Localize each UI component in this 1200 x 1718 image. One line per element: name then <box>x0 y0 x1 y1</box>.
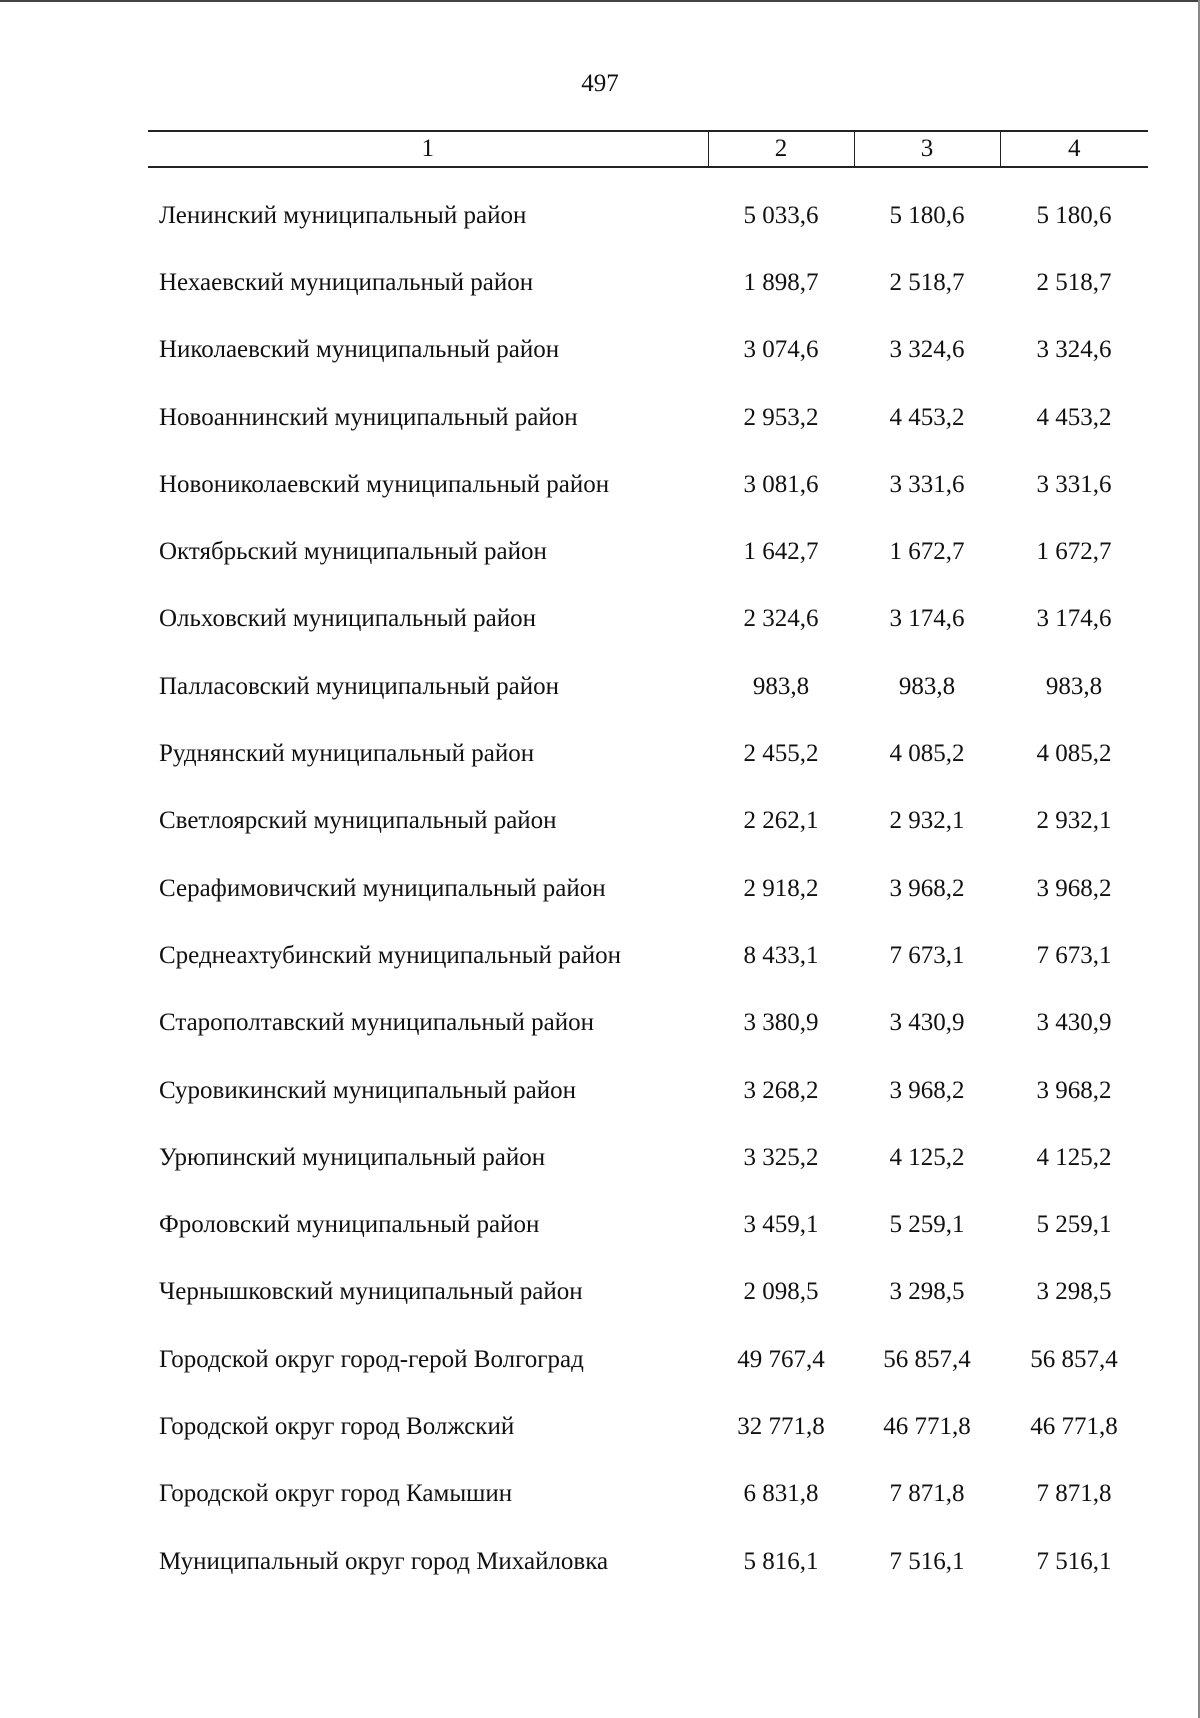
value-cell-col-2: 1 642,7 <box>743 538 819 566</box>
value-cell-col-3: 2 932,1 <box>889 807 965 835</box>
value-cell-col-4: 4 453,2 <box>1036 403 1112 431</box>
row-name-cell: Городской округ город Волжский <box>159 1412 515 1440</box>
value-cell-col-4: 3 324,6 <box>1036 336 1112 364</box>
value-cell-col-3: 3 331,6 <box>889 470 965 498</box>
value-cell-col-4: 4 125,2 <box>1036 1143 1112 1171</box>
value-cell-col-4: 2 932,1 <box>1036 807 1112 835</box>
value-cell-col-2: 32 771,8 <box>737 1412 825 1440</box>
row-name-cell: Светлоярский муниципальный район <box>159 807 557 835</box>
value-cell-col-3: 3 968,2 <box>889 874 965 902</box>
value-cell-col-3: 5 259,1 <box>889 1211 965 1239</box>
table-row <box>148 1461 1148 1528</box>
table-row <box>148 384 1148 451</box>
table-row <box>148 1191 1148 1258</box>
table-row <box>148 1528 1148 1595</box>
value-cell-col-2: 3 081,6 <box>743 470 819 498</box>
value-cell-col-2: 3 380,9 <box>743 1009 819 1037</box>
row-name-cell: Городской округ город-герой Волгоград <box>159 1345 584 1373</box>
data-table <box>148 130 1148 1595</box>
value-cell-col-4: 5 259,1 <box>1036 1211 1112 1239</box>
table-row <box>148 451 1148 518</box>
value-cell-col-3: 3 298,5 <box>889 1278 965 1306</box>
row-name-cell: Нехаевский муниципальный район <box>159 268 534 296</box>
value-cell-col-4: 1 672,7 <box>1036 538 1112 566</box>
value-cell-col-3: 3 324,6 <box>889 336 965 364</box>
row-name-cell: Фроловский муниципальный район <box>159 1211 540 1239</box>
table-row <box>148 167 1148 249</box>
table-row <box>148 653 1148 720</box>
row-name-cell: Новониколаевский муниципальный район <box>159 470 610 498</box>
value-cell-col-2: 8 433,1 <box>743 941 819 969</box>
value-cell-col-4: 56 857,4 <box>1030 1345 1118 1373</box>
value-cell-col-4: 7 871,8 <box>1036 1480 1112 1508</box>
row-name-cell: Старополтавский муниципальный район <box>159 1009 594 1037</box>
value-cell-col-4: 4 085,2 <box>1036 740 1112 768</box>
table-row <box>148 922 1148 989</box>
value-cell-col-2: 2 953,2 <box>743 403 819 431</box>
value-cell-col-3: 56 857,4 <box>883 1345 971 1373</box>
value-cell-col-3: 4 085,2 <box>889 740 965 768</box>
value-cell-col-3: 46 771,8 <box>883 1412 971 1440</box>
row-name-cell: Урюпинский муниципальный район <box>159 1143 546 1171</box>
value-cell-col-2: 6 831,8 <box>743 1480 819 1508</box>
value-cell-col-4: 3 174,6 <box>1036 605 1112 633</box>
value-cell-col-2: 1 898,7 <box>743 268 819 296</box>
value-cell-col-2: 2 262,1 <box>743 807 819 835</box>
value-cell-col-2: 49 767,4 <box>737 1345 825 1373</box>
table-row <box>148 1393 1148 1460</box>
value-cell-col-3: 4 453,2 <box>889 403 965 431</box>
table-header-row <box>148 131 1148 167</box>
table-row <box>148 1326 1148 1393</box>
value-cell-col-2: 5 033,6 <box>743 201 819 229</box>
value-cell-col-3: 3 430,9 <box>889 1009 965 1037</box>
value-cell-col-3: 7 871,8 <box>889 1480 965 1508</box>
value-cell-col-3: 1 672,7 <box>889 538 965 566</box>
value-cell-col-2: 2 098,5 <box>743 1278 819 1306</box>
row-name-cell: Николаевский муниципальный район <box>159 336 560 364</box>
row-name-cell: Городской округ город Камышин <box>159 1480 513 1508</box>
value-cell-col-3: 2 518,7 <box>889 268 965 296</box>
value-cell-col-2: 3 459,1 <box>743 1211 819 1239</box>
table-row <box>148 990 1148 1057</box>
value-cell-col-4: 983,8 <box>1045 672 1103 700</box>
value-cell-col-4: 3 298,5 <box>1036 1278 1112 1306</box>
table-row <box>148 720 1148 787</box>
scan-border-top <box>0 0 1200 2</box>
row-name-cell: Среднеахтубинский муниципальный район <box>159 941 621 969</box>
value-cell-col-2: 2 918,2 <box>743 874 819 902</box>
value-cell-col-3: 3 174,6 <box>889 605 965 633</box>
value-cell-col-2: 3 074,6 <box>743 336 819 364</box>
table-row <box>148 1259 1148 1326</box>
column-header-3: 3 <box>854 131 1000 167</box>
value-cell-col-4: 7 673,1 <box>1036 941 1112 969</box>
table-row <box>148 1057 1148 1124</box>
table-row <box>148 788 1148 855</box>
value-cell-col-2: 3 325,2 <box>743 1143 819 1171</box>
value-cell-col-4: 2 518,7 <box>1036 268 1112 296</box>
table-row <box>148 249 1148 316</box>
column-header-1: 1 <box>148 131 708 167</box>
value-cell-col-3: 4 125,2 <box>889 1143 965 1171</box>
value-cell-col-4: 3 968,2 <box>1036 1076 1112 1104</box>
value-cell-col-3: 5 180,6 <box>889 201 965 229</box>
table-row <box>148 1124 1148 1191</box>
table-body <box>148 167 1148 1595</box>
row-name-cell: Суровикинский муниципальный район <box>159 1076 576 1104</box>
value-cell-col-2: 5 816,1 <box>743 1547 819 1575</box>
value-cell-col-4: 5 180,6 <box>1036 201 1112 229</box>
value-cell-col-3: 983,8 <box>898 672 956 700</box>
value-cell-col-3: 3 968,2 <box>889 1076 965 1104</box>
row-name-cell: Руднянский муниципальный район <box>159 740 535 768</box>
table-row <box>148 855 1148 922</box>
value-cell-col-2: 2 324,6 <box>743 605 819 633</box>
table-row <box>148 518 1148 585</box>
value-cell-col-3: 7 516,1 <box>889 1547 965 1575</box>
row-name-cell: Октябрьский муниципальный район <box>159 538 547 566</box>
column-header-4: 4 <box>1000 131 1148 167</box>
value-cell-col-2: 983,8 <box>752 672 810 700</box>
value-cell-col-4: 3 968,2 <box>1036 874 1112 902</box>
row-name-cell: Палласовский муниципальный район <box>159 672 559 700</box>
page-number: 497 <box>581 70 619 97</box>
column-header-2: 2 <box>708 131 854 167</box>
row-name-cell: Серафимовичский муниципальный район <box>159 874 606 902</box>
value-cell-col-2: 2 455,2 <box>743 740 819 768</box>
row-name-cell: Муниципальный округ город Михайловка <box>159 1547 609 1575</box>
row-name-cell: Ленинский муниципальный район <box>159 201 527 229</box>
table-row <box>148 586 1148 653</box>
value-cell-col-4: 3 430,9 <box>1036 1009 1112 1037</box>
table-row <box>148 317 1148 384</box>
value-cell-col-4: 46 771,8 <box>1030 1412 1118 1440</box>
value-cell-col-4: 7 516,1 <box>1036 1547 1112 1575</box>
row-name-cell: Новоаннинский муниципальный район <box>159 403 578 431</box>
row-name-cell: Ольховский муниципальный район <box>159 605 536 633</box>
value-cell-col-4: 3 331,6 <box>1036 470 1112 498</box>
row-name-cell: Чернышковский муниципальный район <box>159 1278 583 1306</box>
value-cell-col-2: 3 268,2 <box>743 1076 819 1104</box>
value-cell-col-3: 7 673,1 <box>889 941 965 969</box>
